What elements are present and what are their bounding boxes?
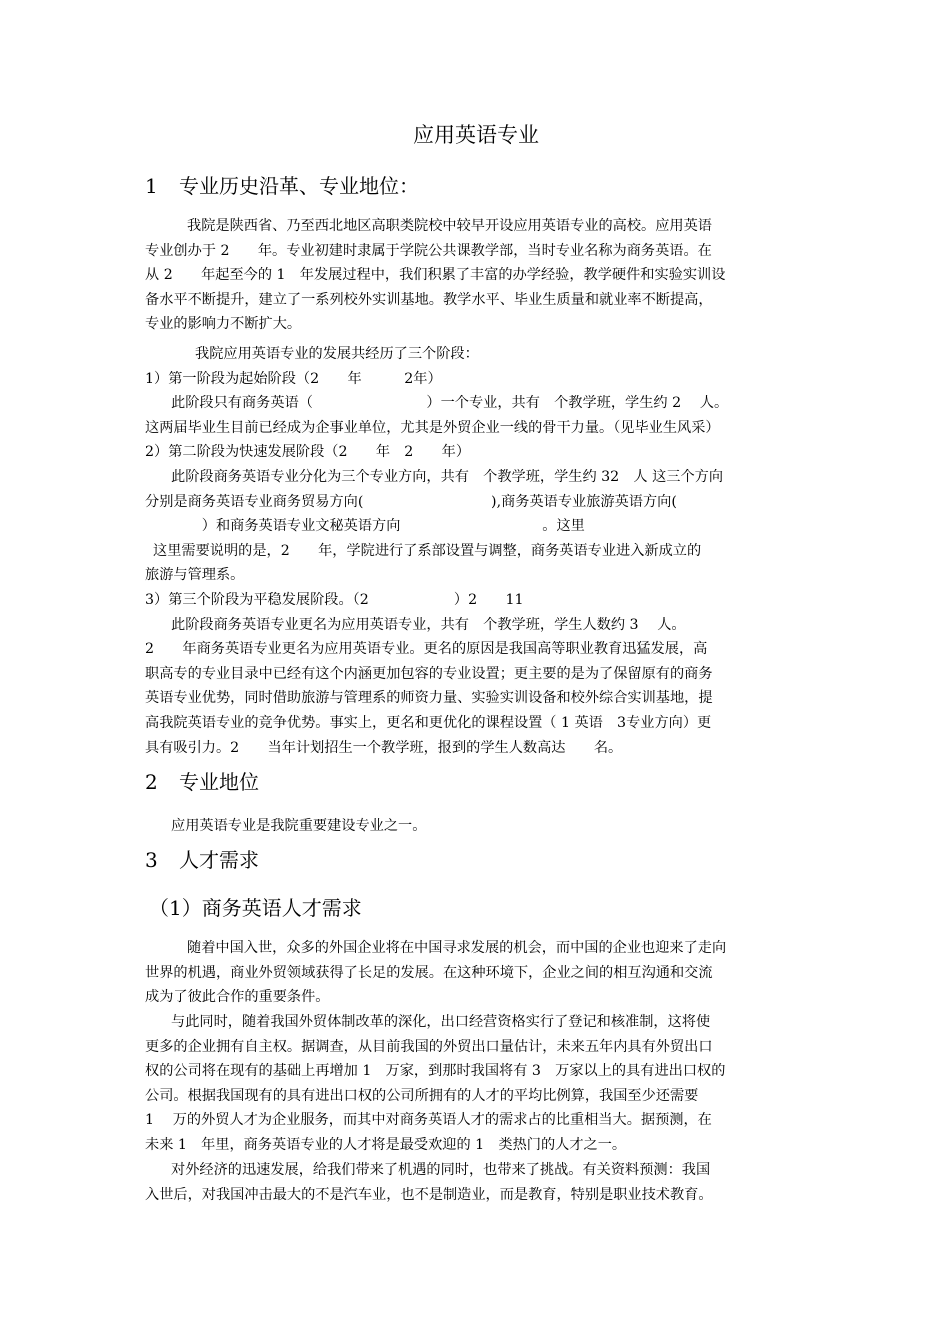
paragraph-stages <box>145 342 807 760</box>
stage-3-title: 3）第三个阶段为平稳发展阶段。（2 ）2 11 <box>145 591 524 608</box>
text-line: 具有吸引力。2 当年计划招生一个教学班，报到的学生人数高达 名。 <box>145 739 623 756</box>
section-number: 3 <box>145 848 158 872</box>
text-line: 从 2 年起至今的 1 年发展过程中，我们积累了丰富的办学经验，教学硬件和实验实训设 <box>145 267 726 284</box>
text-line: 此阶段商务英语专业更名为应用英语专业，共有 个教学班，学生人数约 3 人。 <box>171 616 686 633</box>
text-line: 我院应用英语专业的发展共经历了三个阶段： <box>195 346 479 362</box>
section-title: 人才需求 <box>179 848 259 872</box>
text-line: 英语专业优势，同时借助旅游与管理系的师资力量、实验实训设备和校外综合实训基地，提 <box>145 690 713 707</box>
text-line: 入世后，对我国冲击最大的不是汽车业，也不是制造业，而是教育，特别是职业技术教育。 <box>145 1186 713 1203</box>
text-line: ）和商务英语专业文秘英语方向 。这里 <box>145 518 585 535</box>
text-line: 分别是商务英语专业商务贸易方向( ),商务英语专业旅游英语方向( <box>145 493 677 510</box>
text-line: 更多的企业拥有自主权。据调查，从目前我国的外贸出口量估计，未来五年内具有外贸出口 <box>145 1038 713 1055</box>
section-2-heading <box>145 768 259 796</box>
text-line: 随着中国入世，众多的外国企业将在中国寻求发展的机会，而中国的企业也迎来了走向 <box>187 940 727 956</box>
text-line: 专业创办于 2 年。专业初建时隶属于学院公共课教学部，当时专业名称为商务英语。在 <box>145 242 712 259</box>
text-line: 这两届毕业生目前已经成为企事业单位，尤其是外贸企业一线的骨干力量。（见毕业生风采） <box>145 419 720 436</box>
text-line: 我院是陕西省、乃至西北地区高职类院校中较早开设应用英语专业的高校。应用英语 <box>187 218 712 234</box>
text-line: 备水平不断提升，建立了一系列校外实训基地。教学水平、毕业生质量和就业率不断提高， <box>145 291 713 308</box>
paragraph-demand-3 <box>145 1158 807 1207</box>
text-line: 权的公司将在现有的基础上再增加 1 万家，到那时我国将有 3 万家以上的具有进出口权的 <box>145 1063 726 1080</box>
section-3-heading <box>145 846 259 874</box>
text-line: 专业的影响力不断扩大。 <box>145 316 302 333</box>
section-number: 2 <box>145 770 158 794</box>
section-1-heading <box>145 172 419 200</box>
paragraph-demand-1 <box>145 936 807 1010</box>
text-line: 公司。根据我国现有的具有进出口权的公司所拥有的人才的平均比例算，我国至少还需要 <box>145 1087 699 1104</box>
stage-2-title: 2）第二阶段为快速发展阶段（2 年 2 年） <box>145 444 471 461</box>
text-line: 成为了彼此合作的重要条件。 <box>145 989 330 1006</box>
text-line: 世界的机遇，商业外贸领域获得了长足的发展。在这种环境下，企业之间的相互沟通和交流 <box>145 964 713 981</box>
text-line: 1 万的外贸人才为企业服务，而其中对商务英语人才的需求占的比重相当大。据预测，在 <box>145 1112 712 1129</box>
paragraph-history <box>145 214 807 337</box>
text-line: 这里需要说明的是，2 年，学院进行了系部设置与调整，商务英语专业进入新成立的 <box>153 542 702 559</box>
subsection-3-1-heading: （1）商务英语人才需求 <box>149 896 362 920</box>
text-line: 2 年商务英语专业更名为应用英语专业。更名的原因是我国高等职业教育迅猛发展，高 <box>145 641 708 658</box>
section-title: 专业历史沿革、专业地位： <box>179 174 419 198</box>
text-line: 与此同时，随着我国外贸体制改革的深化，出口经营资格实行了登记和核准制，这将使 <box>171 1014 711 1030</box>
text-line: 职高专的专业目录中已经有这个内涵更加包容的专业设置；更主要的是为了保留原有的商务 <box>145 665 713 682</box>
text-line: 旅游与管理系。 <box>145 567 245 584</box>
text-line: 此阶段只有商务英语（ ）一个专业，共有 个教学班，学生约 2 人。 <box>171 395 729 412</box>
text-line: 应用英语专业是我院重要建设专业之一。 <box>171 818 427 834</box>
document-title: 应用英语专业 <box>413 123 539 147</box>
text-line: 未来 1 年里，商务英语专业的人才将是最受欢迎的 1 类热门的人才之一。 <box>145 1136 627 1153</box>
text-line: 高我院英语专业的竞争优势。事实上，更名和更优化的课程设置（ 1 英语 3专业方向）更 <box>145 714 712 731</box>
section-number: 1 <box>145 174 158 198</box>
stage-1-title: 1）第一阶段为起始阶段（2 年 2年） <box>145 370 442 387</box>
section-title: 专业地位 <box>179 770 259 794</box>
text-line: 对外经济的迅速发展，给我们带来了机遇的同时，也带来了挑战。有关资料预测：我国 <box>171 1162 711 1178</box>
text-line: 此阶段商务英语专业分化为三个专业方向，共有 个教学班，学生约 32 人 这三个方向 <box>171 468 724 485</box>
paragraph-status <box>145 814 807 839</box>
paragraph-demand-2 <box>145 1010 807 1158</box>
